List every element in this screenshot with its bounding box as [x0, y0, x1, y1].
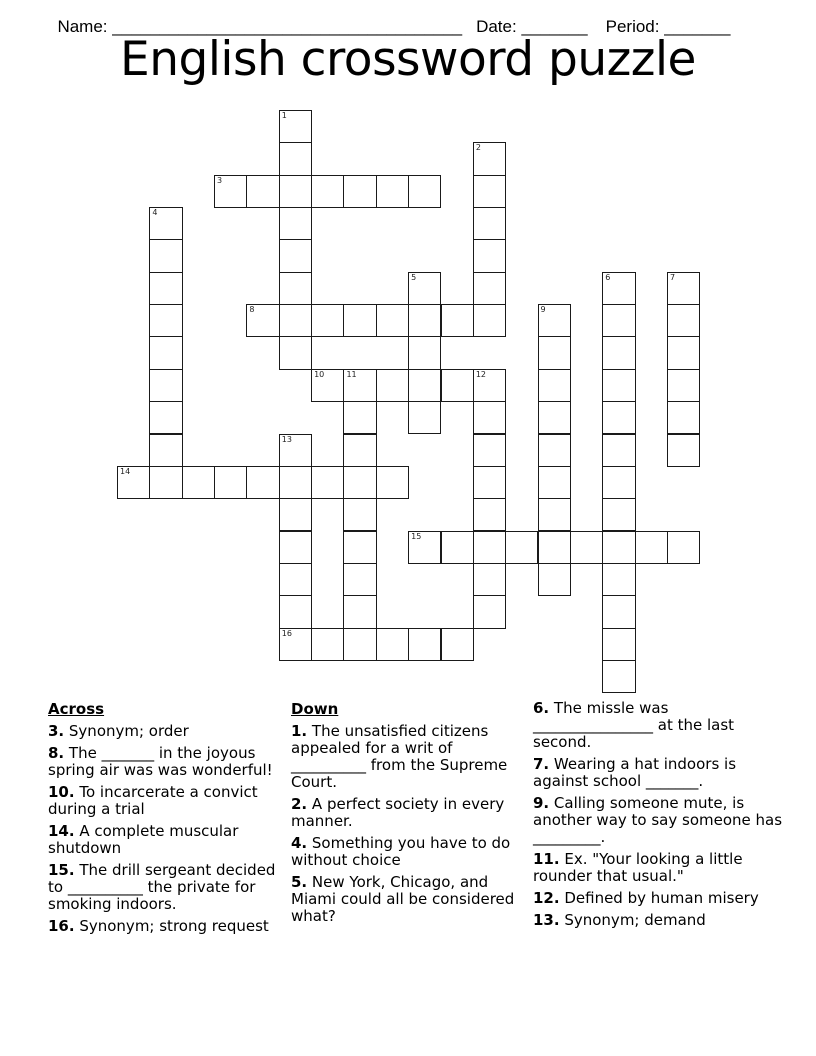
grid-cell[interactable]	[408, 272, 441, 305]
grid-cell[interactable]	[538, 498, 571, 531]
clue-item	[48, 745, 283, 779]
grid-cell[interactable]	[473, 207, 506, 240]
grid-cell[interactable]	[505, 531, 538, 564]
grid-cell[interactable]	[279, 110, 312, 143]
grid-cell[interactable]	[246, 466, 279, 499]
grid-cell[interactable]	[149, 401, 182, 434]
grid-cell[interactable]	[667, 434, 700, 467]
clue-number: 5	[411, 272, 417, 282]
clue-number: 9	[540, 305, 546, 315]
clue-number: 5.	[291, 873, 308, 891]
grid-cell[interactable]	[149, 434, 182, 467]
page-title: English crossword puzzle	[120, 32, 696, 87]
grid-cell[interactable]	[246, 304, 279, 337]
grid-cell[interactable]	[214, 175, 247, 208]
grid-cell[interactable]	[441, 531, 474, 564]
grid-cell[interactable]	[408, 369, 441, 402]
grid-cell[interactable]	[667, 272, 700, 305]
grid-cell[interactable]	[667, 369, 700, 402]
grid-cell[interactable]	[149, 207, 182, 240]
grid-cell[interactable]	[538, 434, 571, 467]
grid-cell[interactable]	[473, 434, 506, 467]
date-field[interactable]: _______	[521, 17, 588, 36]
grid-cell[interactable]	[473, 272, 506, 305]
grid-cell[interactable]	[279, 142, 312, 175]
grid-cell[interactable]	[311, 628, 344, 661]
name-label: Name:	[57, 17, 113, 36]
clue-text: Synonym; order	[64, 722, 189, 740]
grid-cell[interactable]	[473, 595, 506, 628]
clue-number: 4	[152, 208, 158, 218]
grid-cell[interactable]	[311, 304, 344, 337]
grid-cell[interactable]	[441, 628, 474, 661]
grid-cell[interactable]	[408, 401, 441, 434]
grid-cell[interactable]	[279, 304, 312, 337]
grid-cell[interactable]	[279, 336, 312, 369]
grid-cell[interactable]	[538, 369, 571, 402]
grid-cell[interactable]	[408, 628, 441, 661]
grid-cell[interactable]	[473, 369, 506, 402]
clue-text: Something you have to do without choice	[291, 834, 511, 869]
clue-number: 4.	[291, 834, 308, 852]
clue-number: 2	[475, 143, 481, 153]
clue-text: The unsatisfied citizens appealed for a writ of __________ from the Supreme Court.	[291, 722, 508, 791]
grid-cell[interactable]	[376, 628, 409, 661]
clue-item	[48, 823, 283, 857]
grid-cell[interactable]	[343, 434, 376, 467]
clue-item	[533, 795, 783, 846]
grid-cell[interactable]	[149, 239, 182, 272]
grid-cell[interactable]	[214, 466, 247, 499]
clue-text: Calling someone mute, is another way to say someone has _________.	[533, 794, 783, 846]
grid-cell[interactable]	[602, 531, 635, 564]
clue-number: 12	[475, 369, 487, 379]
grid-cell[interactable]	[538, 466, 571, 499]
grid-cell[interactable]	[376, 369, 409, 402]
grid-cell[interactable]	[279, 595, 312, 628]
grid-cell[interactable]	[667, 531, 700, 564]
clue-number: 15.	[48, 861, 75, 879]
clue-number: 12.	[533, 889, 560, 907]
grid-cell[interactable]	[538, 531, 571, 564]
grid-cell[interactable]	[343, 466, 376, 499]
clue-number: 13.	[533, 911, 560, 929]
grid-cell[interactable]	[343, 498, 376, 531]
grid-cell[interactable]	[279, 434, 312, 467]
grid-cell[interactable]	[279, 175, 312, 208]
grid-cell[interactable]	[473, 175, 506, 208]
clue-item	[48, 918, 283, 935]
grid-cell[interactable]	[376, 304, 409, 337]
clue-item	[48, 862, 283, 913]
clue-text: Synonym; strong request	[74, 917, 269, 935]
clue-text: The _______ in the joyous spring air was was wonderful!	[48, 744, 273, 779]
clue-number: 6	[605, 272, 611, 282]
grid-cell[interactable]	[473, 498, 506, 531]
clue-item	[533, 851, 783, 885]
clue-number: 3	[217, 175, 223, 185]
grid-cell[interactable]	[343, 175, 376, 208]
clue-number: 9.	[533, 794, 550, 812]
across-heading: Across	[48, 700, 105, 718]
grid-cell[interactable]	[279, 207, 312, 240]
clue-number: 10.	[48, 783, 75, 801]
clue-text: The drill sergeant decided to __________ the private for smoking indoors.	[48, 861, 276, 913]
clue-text: Defined by human misery	[559, 889, 759, 907]
grid-cell[interactable]	[602, 595, 635, 628]
grid-cell[interactable]	[602, 660, 635, 693]
grid-cell[interactable]	[635, 531, 668, 564]
clue-number: 1.	[291, 722, 308, 740]
grid-cell[interactable]	[279, 239, 312, 272]
grid-cell[interactable]	[570, 531, 603, 564]
grid-cell[interactable]	[473, 401, 506, 434]
grid-cell[interactable]	[311, 175, 344, 208]
clue-number: 2.	[291, 795, 308, 813]
clue-item	[291, 874, 529, 925]
grid-cell[interactable]	[473, 563, 506, 596]
clue-number: 16	[281, 628, 292, 638]
clue-text: The missle was ________________ at the last second.	[533, 699, 735, 751]
grid-cell[interactable]	[473, 239, 506, 272]
clue-text: A complete muscular shutdown	[48, 822, 239, 857]
down-clues-column-2	[533, 700, 783, 934]
date-label: Date:	[476, 17, 522, 36]
grid-cell[interactable]	[343, 401, 376, 434]
grid-cell[interactable]	[149, 369, 182, 402]
grid-cell[interactable]	[149, 336, 182, 369]
grid-cell[interactable]	[149, 466, 182, 499]
grid-cell[interactable]	[117, 466, 150, 499]
down-heading: Down	[291, 700, 339, 718]
grid-cell[interactable]	[279, 563, 312, 596]
grid-cell[interactable]	[149, 304, 182, 337]
down-clues-column-1	[291, 700, 529, 930]
clue-item	[533, 912, 783, 929]
grid-cell[interactable]	[279, 531, 312, 564]
clue-number: 8.	[48, 744, 65, 762]
grid-cell[interactable]	[408, 175, 441, 208]
grid-cell[interactable]	[602, 369, 635, 402]
clue-item	[291, 835, 529, 869]
grid-cell[interactable]	[667, 336, 700, 369]
clue-text: New York, Chicago, and Miami could all be considered what?	[291, 873, 515, 925]
grid-cell[interactable]	[538, 401, 571, 434]
clue-item	[533, 700, 783, 751]
clue-text: To incarcerate a convict during a trial	[48, 783, 258, 818]
grid-cell[interactable]	[667, 304, 700, 337]
clue-number: 7	[669, 272, 676, 282]
clue-number: 13	[281, 434, 292, 444]
grid-cell[interactable]	[667, 401, 700, 434]
grid-cell[interactable]	[473, 466, 506, 499]
clue-item	[48, 723, 283, 740]
grid-cell[interactable]	[602, 466, 635, 499]
clue-item	[533, 890, 783, 907]
clue-number: 3.	[48, 722, 65, 740]
grid-cell[interactable]	[343, 369, 376, 402]
grid-cell[interactable]	[279, 628, 312, 661]
clue-number: 7.	[533, 755, 550, 773]
grid-cell[interactable]	[538, 336, 571, 369]
clue-number: 11	[346, 369, 357, 379]
grid-cell[interactable]	[441, 369, 474, 402]
grid-cell[interactable]	[602, 401, 635, 434]
grid-cell[interactable]	[408, 531, 441, 564]
grid-cell[interactable]	[408, 304, 441, 337]
grid-cell[interactable]	[343, 595, 376, 628]
grid-cell[interactable]	[343, 628, 376, 661]
grid-cell[interactable]	[473, 304, 506, 337]
period-field[interactable]: _______	[664, 17, 731, 36]
clue-number: 1	[281, 111, 287, 120]
name-field[interactable]: _____________________________________	[112, 17, 463, 36]
across-clues	[48, 700, 283, 940]
grid-cell[interactable]	[473, 142, 506, 175]
clue-item	[48, 784, 283, 818]
clue-item	[291, 723, 529, 791]
grid-cell[interactable]	[408, 336, 441, 369]
clue-number: 10	[314, 369, 325, 379]
grid-cell[interactable]	[343, 304, 376, 337]
clue-text: Wearing a hat indoors is against school _______.	[533, 755, 737, 790]
grid-cell[interactable]	[473, 531, 506, 564]
grid-cell[interactable]	[149, 272, 182, 305]
clue-number: 6.	[533, 699, 550, 717]
grid-cell[interactable]	[602, 336, 635, 369]
grid-cell[interactable]	[376, 175, 409, 208]
grid-cell[interactable]	[343, 563, 376, 596]
grid-cell[interactable]	[246, 175, 279, 208]
grid-cell[interactable]	[602, 272, 635, 305]
grid-cell[interactable]	[602, 563, 635, 596]
clue-item	[533, 756, 783, 790]
grid-cell[interactable]	[538, 563, 571, 596]
clue-text: Synonym; demand	[559, 911, 706, 929]
grid-cell[interactable]	[376, 466, 409, 499]
grid-cell[interactable]	[602, 498, 635, 531]
grid-cell[interactable]	[279, 272, 312, 305]
grid-cell[interactable]	[538, 304, 571, 337]
grid-cell[interactable]	[602, 304, 635, 337]
clue-number: 14.	[48, 822, 75, 840]
clue-text: Ex. "Your looking a little rounder that usual."	[533, 850, 743, 885]
clue-item	[291, 796, 529, 830]
clue-number: 11.	[533, 850, 560, 868]
grid-cell[interactable]	[441, 304, 474, 337]
grid-cell[interactable]	[279, 466, 312, 499]
period-label: Period:	[605, 17, 665, 36]
clue-number: 8	[249, 305, 255, 315]
clue-number: 15	[411, 531, 422, 541]
grid-cell[interactable]	[311, 466, 344, 499]
clue-text: A perfect society in every manner.	[291, 795, 505, 830]
grid-cell[interactable]	[602, 628, 635, 661]
clue-number: 16.	[48, 917, 75, 935]
grid-cell[interactable]	[343, 531, 376, 564]
clue-number: 14	[120, 466, 131, 476]
grid-cell[interactable]	[182, 466, 215, 499]
grid-cell[interactable]	[311, 369, 344, 402]
grid-cell[interactable]	[279, 498, 312, 531]
grid-cell[interactable]	[602, 434, 635, 467]
